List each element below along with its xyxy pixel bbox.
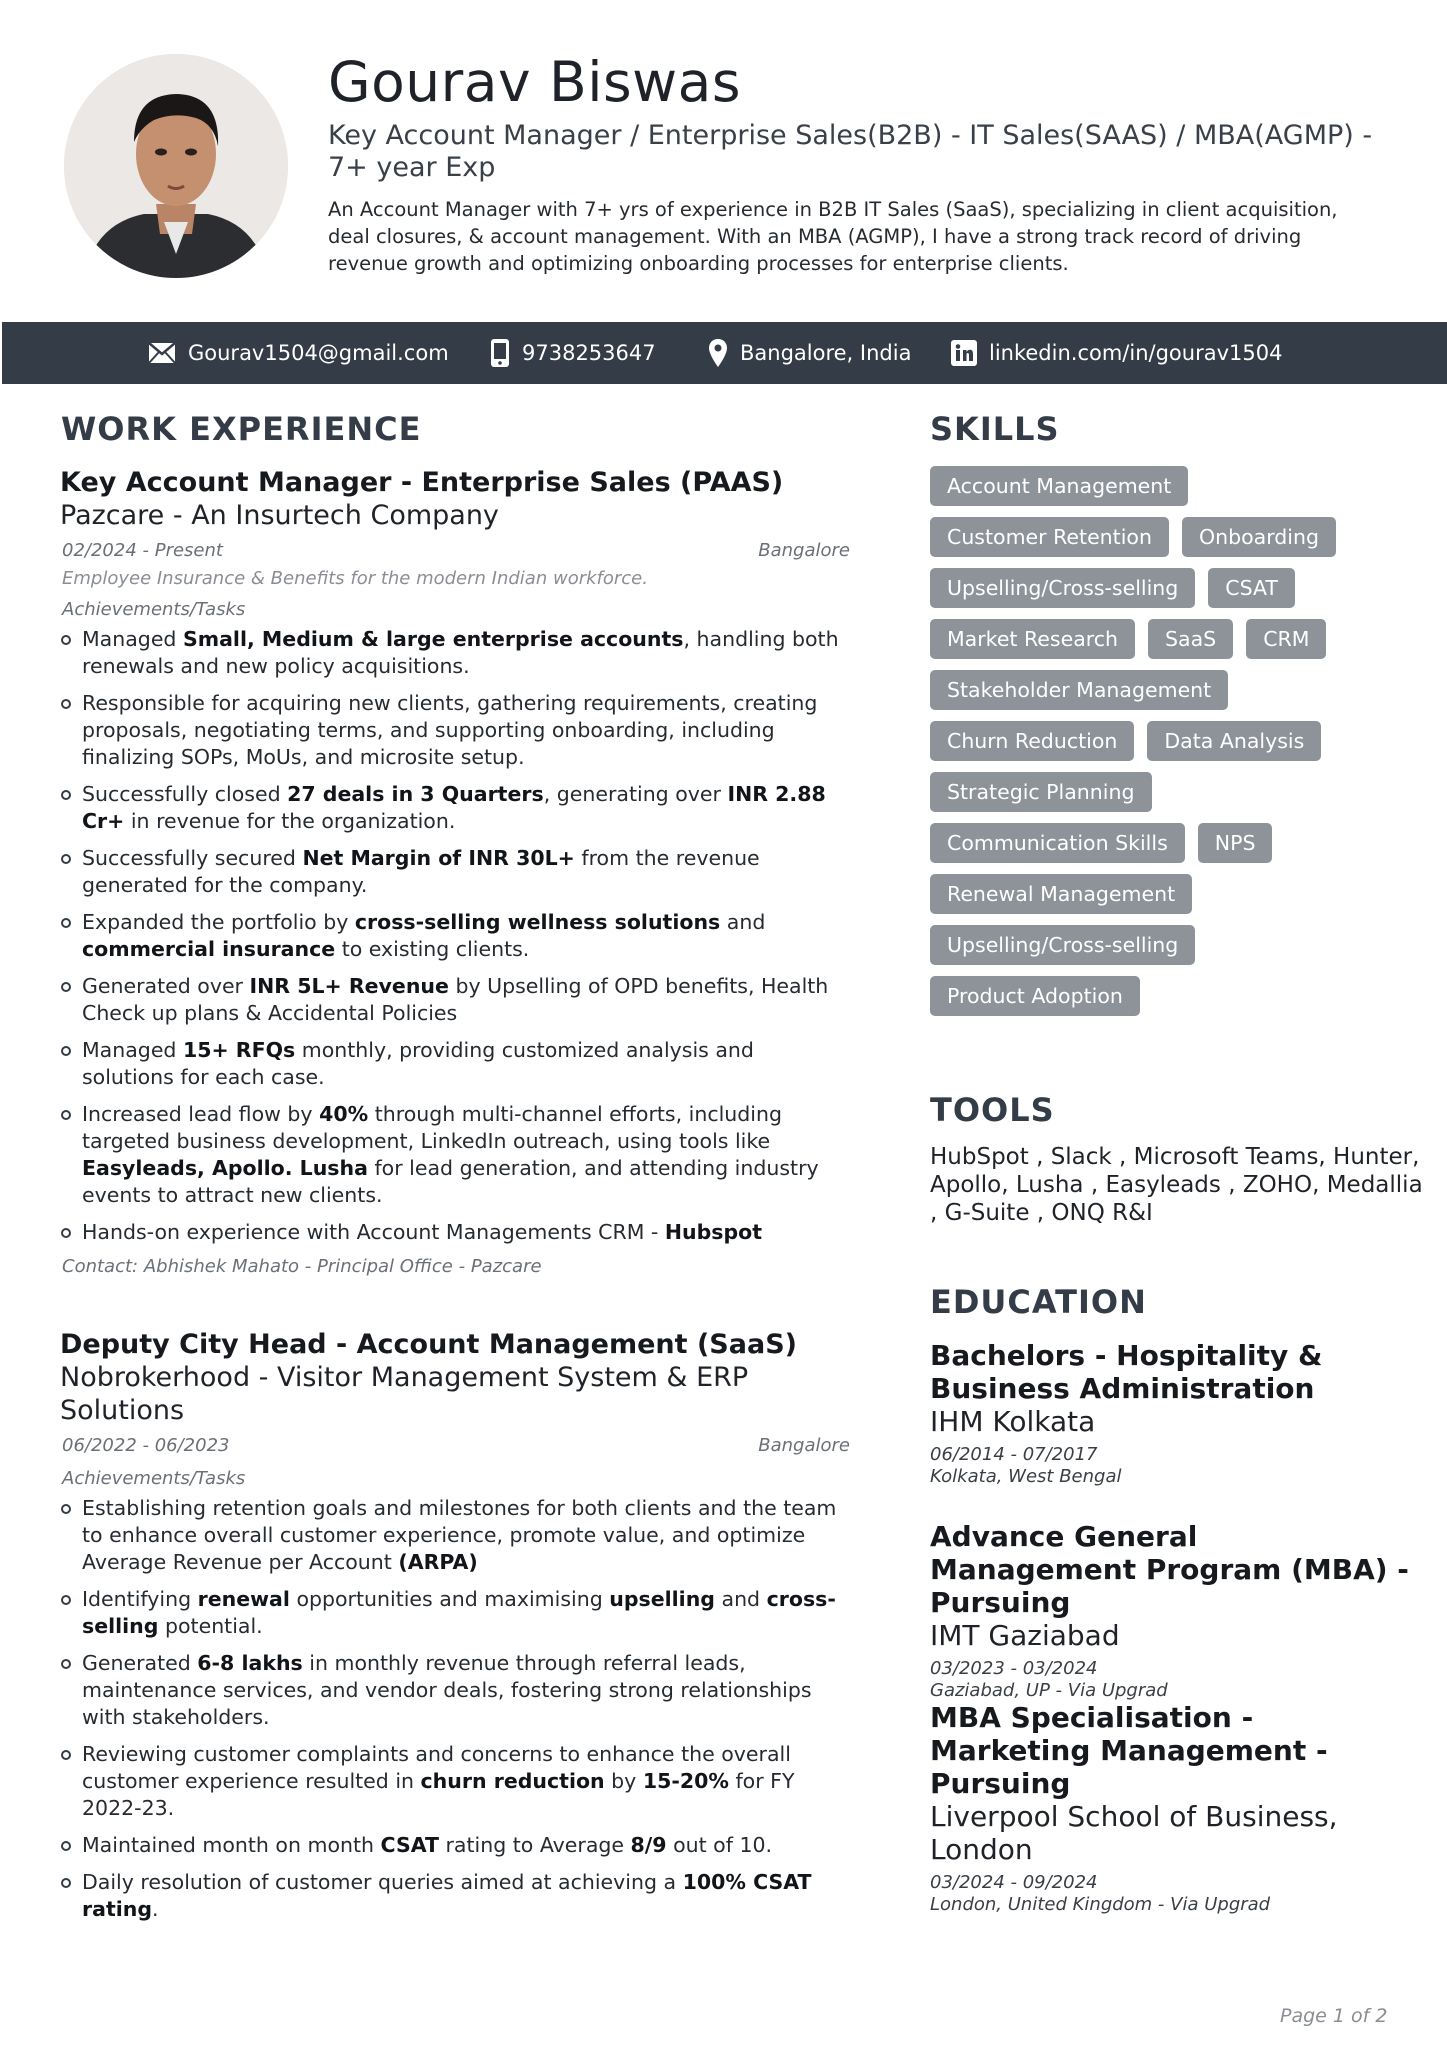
skills-heading: SKILLS bbox=[930, 410, 1060, 448]
achievement-text: for lead generation, and attending industry events to attract new clients. bbox=[82, 1156, 819, 1207]
achievement-text: out of 10. bbox=[666, 1833, 773, 1857]
skill-tag: Onboarding bbox=[1182, 517, 1336, 557]
achievement-item bbox=[60, 781, 850, 835]
skill-tag: Upselling/Cross-selling bbox=[930, 568, 1195, 608]
job-company: Nobrokerhood - Visitor Management System & ERP Solutions bbox=[60, 1362, 749, 1426]
achievement-text: Managed bbox=[82, 627, 183, 651]
achievement-item bbox=[60, 1037, 850, 1091]
contact-email[interactable] bbox=[148, 322, 449, 384]
achievement-highlight: cross-selling bbox=[82, 1587, 836, 1638]
profile-photo bbox=[64, 54, 288, 278]
education-degree: MBA Specialisation - Marketing Management - Pursuing bbox=[930, 1701, 1328, 1800]
skill-tag: CRM bbox=[1246, 619, 1326, 659]
achievement-text: . bbox=[152, 1897, 159, 1921]
achievement-highlight: 15+ RFQs bbox=[182, 1038, 296, 1062]
bullet-icon bbox=[61, 635, 71, 645]
skill-tag: Market Research bbox=[930, 619, 1135, 659]
job-dates: 02/2024 - Present bbox=[62, 540, 223, 561]
education-entry bbox=[930, 1701, 1410, 1916]
education-location: London, United Kingdom - Via Upgrad bbox=[930, 1894, 1271, 1915]
achievement-item bbox=[60, 973, 850, 1027]
education-dates: 06/2014 - 07/2017 bbox=[930, 1444, 1098, 1465]
achievement-item bbox=[60, 1832, 850, 1859]
map-pin-icon bbox=[708, 338, 728, 368]
candidate-summary: An Account Manager with 7+ yrs of experience in B2B IT Sales (SaaS), specializing in client acquisition, deal closures, & account management. With an MBA (AGMP), I have a strong track record of driving revenue growth and optimizing onboarding processes for enterprise clients. bbox=[328, 198, 1338, 275]
bullet-icon bbox=[61, 918, 71, 928]
bullet-icon bbox=[61, 1841, 71, 1851]
achievement-item bbox=[60, 1869, 850, 1923]
contact-location-text: Bangalore, India bbox=[740, 341, 912, 365]
achievement-item bbox=[60, 845, 850, 899]
achievement-highlight: 27 deals in 3 Quarters bbox=[287, 782, 544, 806]
achievement-text: opportunities and maximising bbox=[289, 1587, 610, 1611]
achievement-highlight: churn reduction bbox=[420, 1769, 605, 1793]
achievement-text: Managed bbox=[82, 1038, 183, 1062]
candidate-name: Gourav Biswas bbox=[328, 50, 741, 114]
education-location: Gaziabad, UP - Via Upgrad bbox=[930, 1680, 1168, 1701]
achievements-list bbox=[60, 626, 850, 1246]
achievement-highlight: 6-8 lakhs bbox=[197, 1651, 303, 1675]
achievement-item bbox=[60, 1586, 850, 1640]
achievement-text: Reviewing customer complaints and concerns to enhance the overall customer experience resulted in bbox=[82, 1742, 791, 1793]
achievement-text: Generated over bbox=[82, 974, 250, 998]
achievement-highlight: Net Margin of INR 30L+ bbox=[302, 846, 575, 870]
job-location: Bangalore bbox=[758, 540, 850, 561]
achievement-item bbox=[60, 690, 850, 771]
contact-location bbox=[708, 322, 911, 384]
achievement-highlight: renewal bbox=[197, 1587, 290, 1611]
skill-tag: Stakeholder Management bbox=[930, 670, 1228, 710]
envelope-icon bbox=[148, 342, 176, 364]
skill-tag: Upselling/Cross-selling bbox=[930, 925, 1195, 965]
achievement-text: Establishing retention goals and milestones for both clients and the team to enhance overall customer experience, promote value, and optimize Average Revenue per Account bbox=[82, 1496, 837, 1574]
job-entry-pazcare bbox=[60, 466, 850, 1277]
job-reference-label: Contact: bbox=[62, 1256, 139, 1277]
job-meta bbox=[60, 540, 850, 566]
job-company: Pazcare - An Insurtech Company bbox=[60, 500, 499, 531]
skill-tag: CSAT bbox=[1208, 568, 1295, 608]
achievement-item bbox=[60, 626, 850, 680]
achievement-text: monthly, providing customized analysis and solutions for each case. bbox=[82, 1038, 754, 1089]
achievement-text: in revenue for the organization. bbox=[124, 809, 456, 833]
achievement-highlight: Easyleads, Apollo. Lusha bbox=[82, 1156, 368, 1180]
job-dates: 06/2022 - 06/2023 bbox=[62, 1435, 230, 1456]
achievement-item bbox=[60, 1650, 850, 1731]
achievement-highlight: (ARPA) bbox=[398, 1550, 478, 1574]
achievement-text: Expanded the portfolio by bbox=[82, 910, 355, 934]
page-number: Page 1 of 2 bbox=[1280, 2005, 1388, 2027]
bullet-icon bbox=[61, 1046, 71, 1056]
skill-tag: Customer Retention bbox=[930, 517, 1169, 557]
achievement-item bbox=[60, 1219, 850, 1246]
contact-linkedin-text: linkedin.com/in/gourav1504 bbox=[989, 341, 1283, 365]
achievement-highlight: commercial insurance bbox=[82, 937, 336, 961]
bullet-icon bbox=[61, 1504, 71, 1514]
achievement-highlight: Hubspot bbox=[664, 1220, 763, 1244]
achievement-item bbox=[60, 909, 850, 963]
bullet-icon bbox=[61, 790, 71, 800]
education-location: Kolkata, West Bengal bbox=[930, 1466, 1122, 1487]
achievement-text: by bbox=[604, 1769, 643, 1793]
achievement-highlight: 15-20% bbox=[642, 1769, 729, 1793]
achievements-label: Achievements/Tasks bbox=[62, 599, 246, 620]
bullet-icon bbox=[61, 1750, 71, 1760]
achievement-text: to existing clients. bbox=[335, 937, 530, 961]
achievement-text: , generating over bbox=[543, 782, 728, 806]
achievement-item bbox=[60, 1741, 850, 1822]
achievements-list bbox=[60, 1495, 850, 1923]
candidate-headline: Key Account Manager / Enterprise Sales(B2B) - IT Sales(SAAS) / MBA(AGMP) - 7+ year Exp bbox=[328, 120, 1373, 183]
achievement-text: , handling both renewals and new policy acquisitions. bbox=[82, 627, 839, 678]
education-entry bbox=[930, 1520, 1410, 1702]
tools-heading: TOOLS bbox=[930, 1091, 1055, 1129]
contact-linkedin[interactable] bbox=[951, 322, 1282, 384]
achievement-text: Generated bbox=[82, 1651, 198, 1675]
achievement-highlight: upselling bbox=[609, 1587, 715, 1611]
bullet-icon bbox=[61, 1228, 71, 1238]
phone-icon bbox=[490, 338, 510, 368]
achievement-text: by Upselling of OPD benefits, Health Check up plans & Accidental Policies bbox=[82, 974, 829, 1025]
skill-tag: Account Management bbox=[930, 466, 1188, 506]
job-description: Employee Insurance & Benefits for the modern Indian workforce. bbox=[62, 568, 648, 589]
achievement-text: Identifying bbox=[82, 1587, 198, 1611]
education-degree: Bachelors - Hospitality & Business Administration bbox=[930, 1339, 1323, 1405]
skill-tag: Renewal Management bbox=[930, 874, 1192, 914]
contact-phone-text: 9738253647 bbox=[522, 341, 656, 365]
contact-email-text: Gourav1504@gmail.com bbox=[188, 341, 449, 365]
achievement-highlight: CSAT bbox=[380, 1833, 439, 1857]
achievement-highlight: 100% CSAT rating bbox=[82, 1870, 812, 1921]
bullet-icon bbox=[61, 1659, 71, 1669]
education-degree: Advance General Management Program (MBA) - Pursuing bbox=[930, 1520, 1409, 1619]
achievement-text: Daily resolution of customer queries aimed at achieving a bbox=[82, 1870, 683, 1894]
bullet-icon bbox=[61, 854, 71, 864]
skill-tag: Product Adoption bbox=[930, 976, 1140, 1016]
education-school: Liverpool School of Business, London bbox=[930, 1800, 1338, 1866]
bullet-icon bbox=[61, 1595, 71, 1605]
achievement-highlight: 8/9 bbox=[630, 1833, 667, 1857]
education-entry bbox=[930, 1339, 1410, 1488]
achievements-label: Achievements/Tasks bbox=[62, 1468, 246, 1489]
achievement-highlight: cross-selling wellness solutions bbox=[354, 910, 721, 934]
tools-list: HubSpot , Slack , Microsoft Teams, Hunter, Apollo, Lusha , Easyleads , ZOHO, Medallia , G-Suite , ONQ R&I bbox=[930, 1144, 1423, 1226]
skill-tag: Churn Reduction bbox=[930, 721, 1134, 761]
job-meta bbox=[60, 1435, 850, 1461]
bullet-icon bbox=[61, 1878, 71, 1888]
job-title: Deputy City Head - Account Management (SaaS) bbox=[60, 1329, 797, 1360]
contact-phone[interactable] bbox=[490, 322, 656, 384]
education-heading: EDUCATION bbox=[930, 1283, 1147, 1321]
achievement-text: Responsible for acquiring new clients, gathering requirements, creating proposals, negotiating terms, and supporting onboarding, including finalizing SOPs, MoUs, and microsite setup. bbox=[82, 691, 818, 769]
achievement-text: rating to Average bbox=[438, 1833, 631, 1857]
achievement-item bbox=[60, 1101, 850, 1209]
skill-tag: NPS bbox=[1198, 823, 1273, 863]
bullet-icon bbox=[61, 699, 71, 709]
skill-tag: Strategic Planning bbox=[930, 772, 1152, 812]
achievement-text: for FY 2022-23. bbox=[82, 1769, 795, 1820]
education-dates: 03/2023 - 03/2024 bbox=[930, 1658, 1098, 1679]
work-experience-heading: WORK EXPERIENCE bbox=[61, 410, 422, 448]
achievement-highlight: INR 5L+ Revenue bbox=[249, 974, 449, 998]
skills-tag-list bbox=[930, 466, 1390, 1016]
achievement-highlight: Small, Medium & large enterprise accounts bbox=[182, 627, 684, 651]
skill-tag: Communication Skills bbox=[930, 823, 1185, 863]
achievement-text: potential. bbox=[158, 1614, 263, 1638]
job-entry-nobrokerhood bbox=[60, 1328, 850, 1933]
achievement-text: Successfully secured bbox=[82, 846, 303, 870]
achievement-text: Maintained month on month bbox=[82, 1833, 381, 1857]
bullet-icon bbox=[61, 1110, 71, 1120]
education-school: IMT Gaziabad bbox=[930, 1619, 1120, 1652]
education-dates: 03/2024 - 09/2024 bbox=[930, 1872, 1098, 1893]
achievement-text: Increased lead flow by bbox=[82, 1102, 320, 1126]
achievement-item bbox=[60, 1495, 850, 1576]
achievement-highlight: 40% bbox=[319, 1102, 369, 1126]
linkedin-icon bbox=[951, 340, 977, 366]
achievement-text: from the revenue generated for the company. bbox=[82, 846, 760, 897]
job-title: Key Account Manager - Enterprise Sales (PAAS) bbox=[60, 467, 784, 498]
achievement-text: in monthly revenue through referral leads, maintenance services, and vendor deals, fostering strong relationships with stakeholders. bbox=[82, 1651, 812, 1729]
achievement-text: Successfully closed bbox=[82, 782, 288, 806]
education-school: IHM Kolkata bbox=[930, 1405, 1096, 1438]
achievement-text: and bbox=[720, 910, 766, 934]
achievement-text: and bbox=[714, 1587, 767, 1611]
profile-photo-image bbox=[64, 54, 288, 278]
bullet-icon bbox=[61, 982, 71, 992]
skill-tag: SaaS bbox=[1148, 619, 1233, 659]
skill-tag: Data Analysis bbox=[1147, 721, 1321, 761]
job-reference-value: Abhishek Mahato - Principal Office - Pazcare bbox=[143, 1256, 542, 1277]
achievement-highlight: INR 2.88 Cr+ bbox=[82, 782, 826, 833]
achievement-text: Hands-on experience with Account Managements CRM - bbox=[82, 1220, 665, 1244]
contact-bar bbox=[2, 322, 1447, 384]
job-reference bbox=[62, 1256, 850, 1277]
achievement-text: through multi-channel efforts, including targeted business development, LinkedIn outreach, using tools like bbox=[82, 1102, 782, 1153]
job-location: Bangalore bbox=[758, 1435, 850, 1456]
